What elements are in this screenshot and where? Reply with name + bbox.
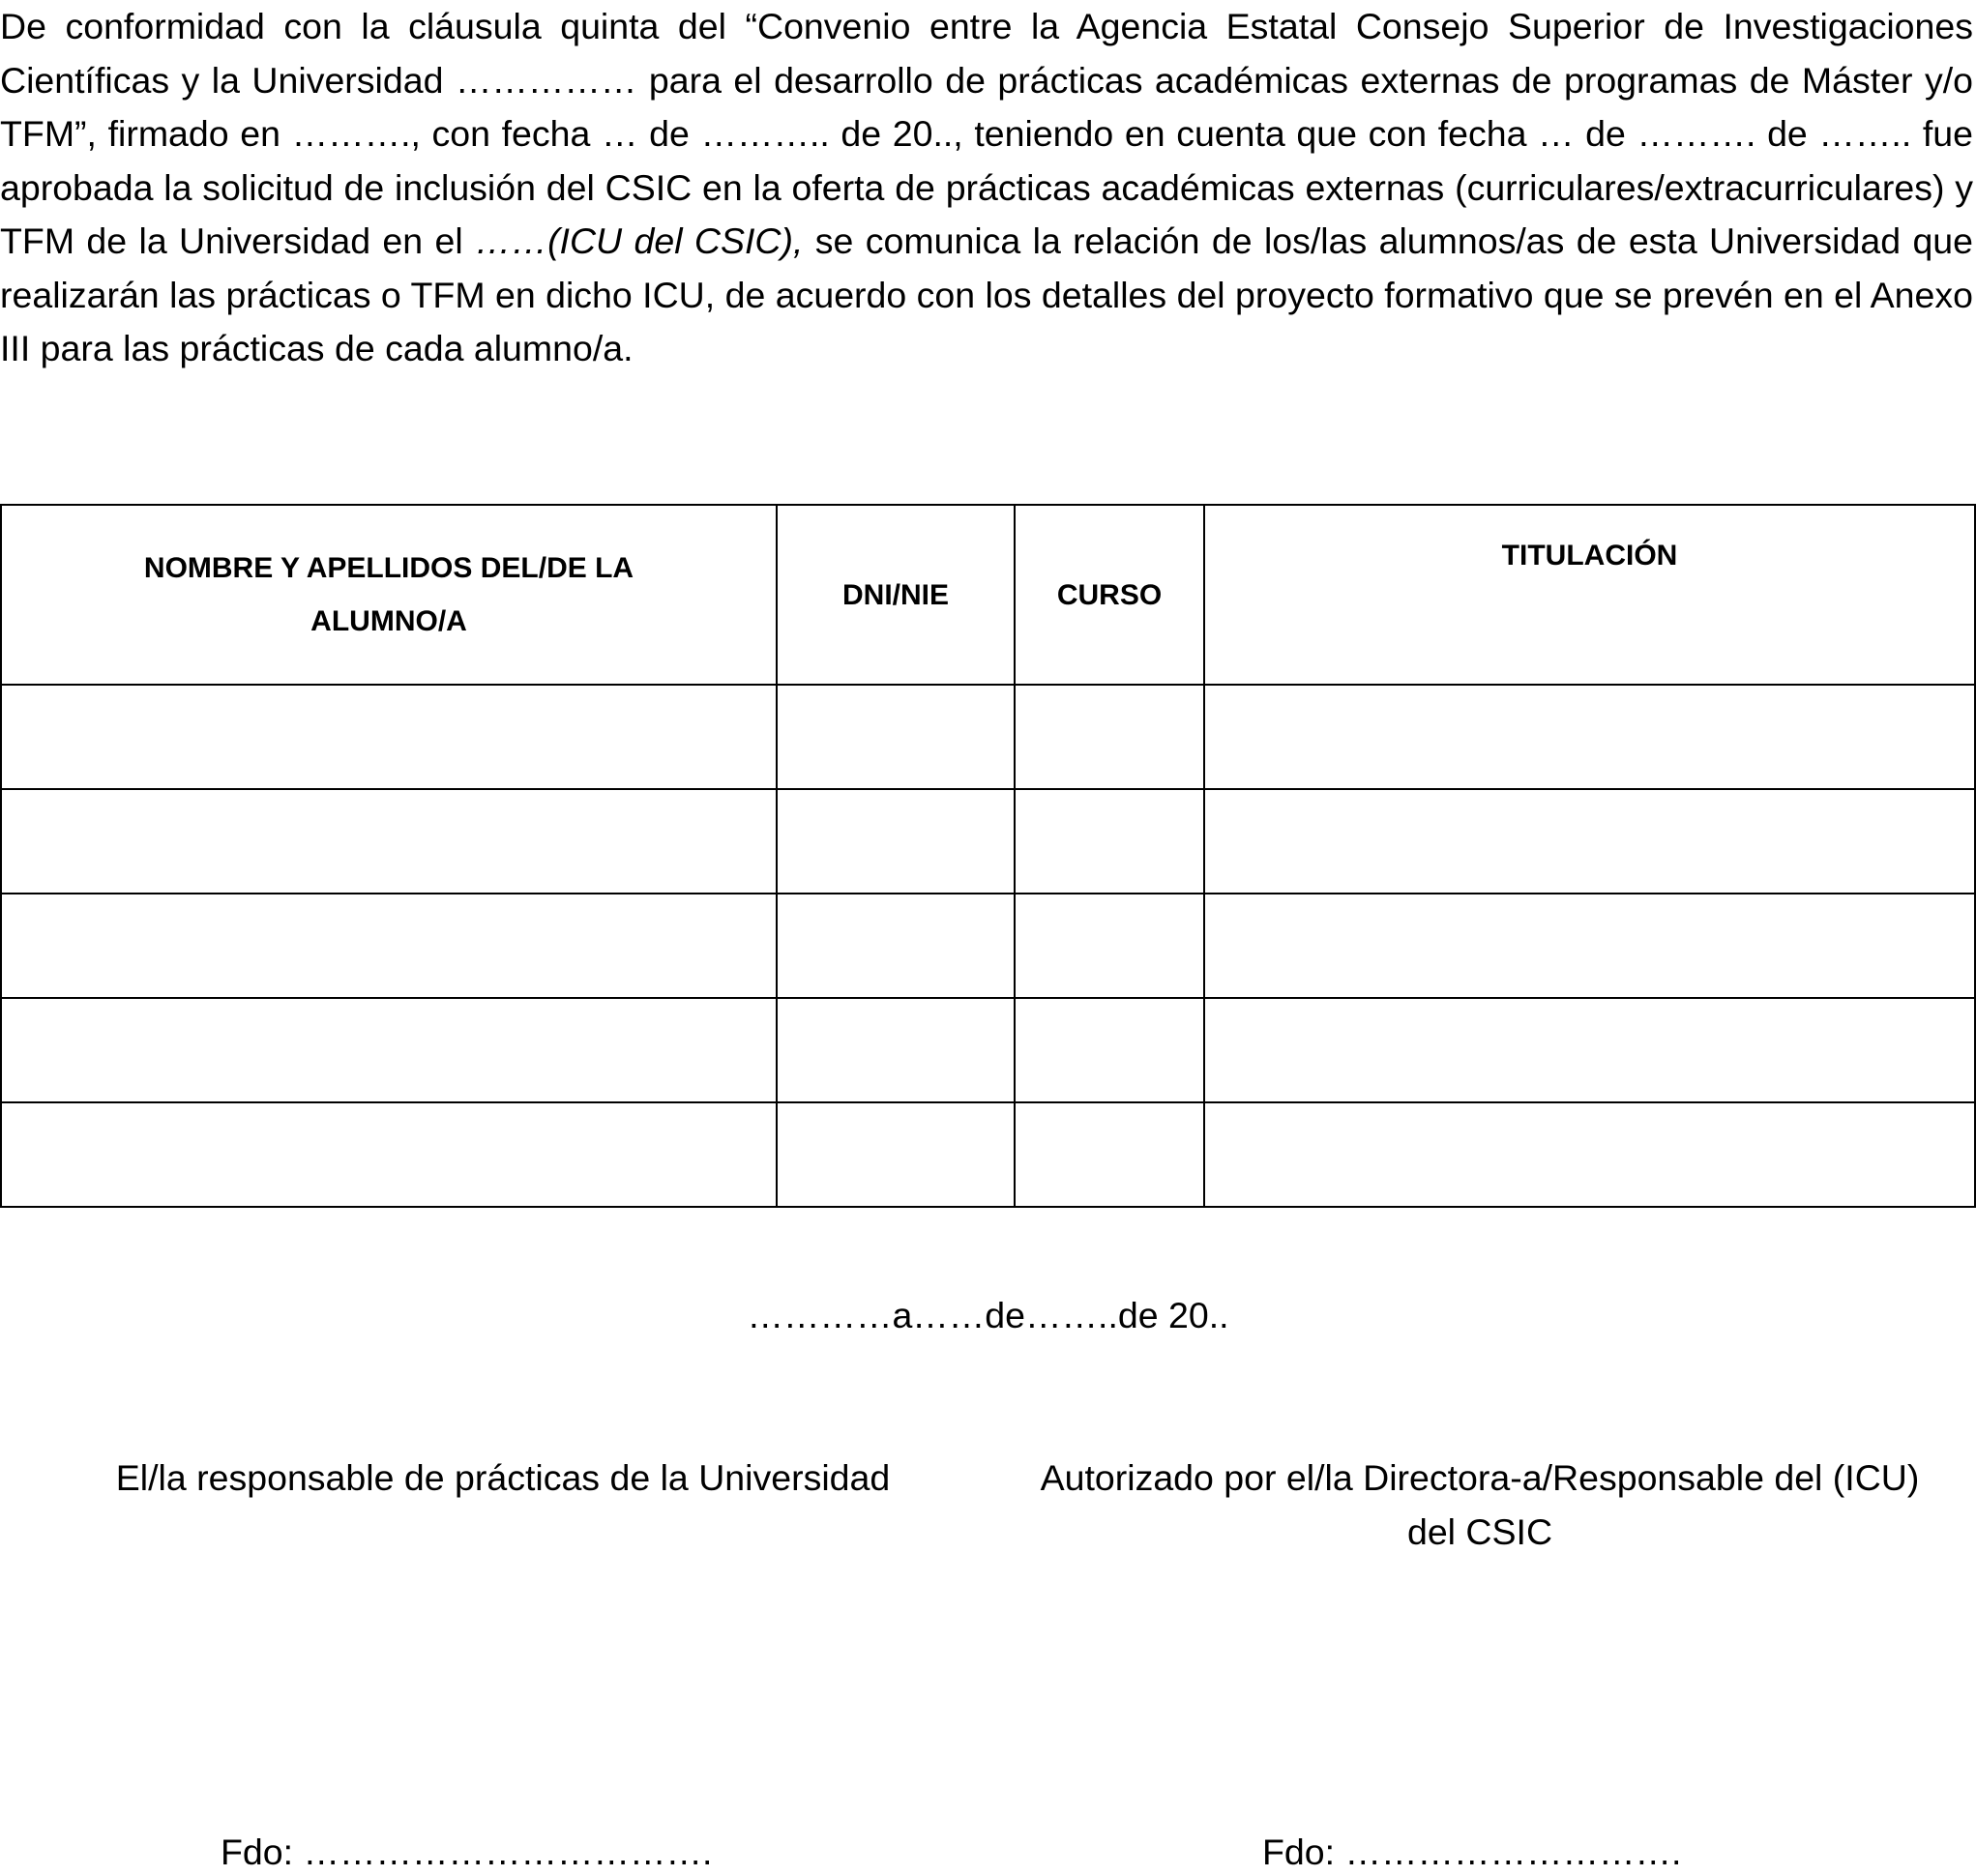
cell-dni-nie[interactable] [777,685,1015,789]
cell-course[interactable] [1015,998,1204,1102]
cell-degree[interactable] [1204,894,1975,998]
intro-text-end: se comunica la relación de los/las alumnos/as de esta Universidad que realizarán las prácticas o TFM en dicho ICU, de acuerdo con los detalles del proyecto formativo que se prevén en el Anexo III para las prácticas de cada alumno/a. [0,220,1974,368]
csic-signature-line: Fdo: ………………………. [1262,1832,1682,1872]
cell-course[interactable] [1015,894,1204,998]
intro-paragraph [0,0,1973,376]
cell-course[interactable] [1015,1102,1204,1207]
cell-dni-nie[interactable] [777,894,1015,998]
cell-course[interactable] [1015,685,1204,789]
cell-degree[interactable] [1204,998,1975,1102]
university-signatory-label: El/la responsable de prácticas de la Universidad [115,1457,891,1498]
table-row [1,1102,1975,1207]
cell-student-name[interactable] [1,1102,777,1207]
table-row [1,894,1975,998]
cell-student-name[interactable] [1,998,777,1102]
cell-course[interactable] [1015,789,1204,894]
cell-degree[interactable] [1204,685,1975,789]
cell-dni-nie[interactable] [777,1102,1015,1207]
table-row [1,998,1975,1102]
cell-student-name[interactable] [1,894,777,998]
header-degree: TITULACIÓN [1204,505,1975,685]
table-row [1,685,1975,789]
cell-student-name[interactable] [1,789,777,894]
intro-text-start: De conformidad con la cláusula quinta del “Convenio entre la Agencia Estatal Consejo Superior de Investigaciones Científicas y la Universidad …………… para el desarrollo de prácticas académicas externas de programas de Máster y/o TFM”, firmado en ………., con fecha … de ……….. de 20.., teniendo en cuenta que con fecha … de ………. de …….. fue aprobada la solicitud de inclusión del CSIC en la oferta de prácticas académicas externas (curriculares/extracurriculares) y TFM de la Universidad en el [0,6,1973,261]
table-header-row [1,505,1975,685]
header-dni-nie: DNI/NIE [777,505,1015,685]
intro-italic-icu: ……(ICU del CSIC), [475,220,804,261]
cell-dni-nie[interactable] [777,789,1015,894]
cell-student-name[interactable] [1,685,777,789]
cell-degree[interactable] [1204,1102,1975,1207]
header-student-name: NOMBRE Y APELLIDOS DEL/DE LA ALUMNO/A [1,505,777,685]
cell-dni-nie[interactable] [777,998,1015,1102]
university-signature-line: Fdo: ……………………………. [221,1832,713,1872]
header-course: CURSO [1015,505,1204,685]
place-date-line: …………a……de……..de 20.. [747,1295,1229,1335]
students-table [0,504,1976,1208]
table-row [1,789,1975,894]
cell-degree[interactable] [1204,789,1975,894]
csic-signatory-label: Autorizado por el/la Directora-a/Responsable del (ICU) del CSIC [1040,1457,1920,1552]
